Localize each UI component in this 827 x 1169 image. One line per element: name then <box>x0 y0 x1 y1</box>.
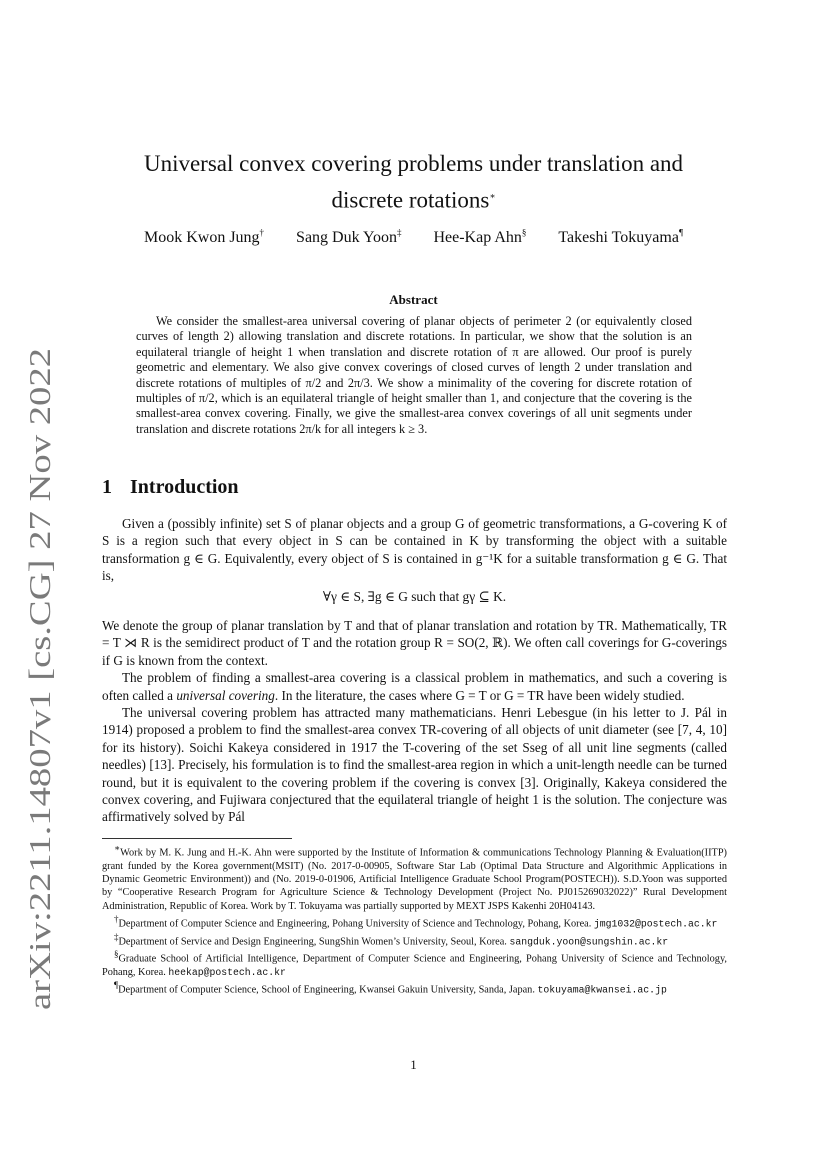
section-number: 1 <box>102 476 112 498</box>
footnote-email[interactable]: tokuyama@kwansei.ac.jp <box>537 984 667 996</box>
footnotes <box>102 842 727 997</box>
title-line-2: discrete rotations <box>331 187 490 213</box>
paragraph-text: Given a (possibly infinite) set S of planar objects and a group G of geometric transformations, a G-covering K of S is a region such that every object in S can be contained in K by transforming the object with a suitable transformation g ∈ G. Equivalently, every object of S is contained in g⁻¹K for a suitable transformation g ∈ G. That is, <box>102 516 727 584</box>
author <box>296 229 401 246</box>
display-equation: ∀γ ∈ S, ∃g ∈ G such that gγ ⊆ K. <box>322 589 507 604</box>
paragraph-2: We denote the group of planar translation by T and that of planar translation and rotation by TR. Mathematically, TR = T ⋊ R is the semidirect product of T and the rotation group R = SO(2, ℝ). We often call coverings for G-coverings if G is known from the context. <box>102 618 727 668</box>
author-name: Takeshi Tokuyama <box>558 229 679 247</box>
footnote-text: Work by M. K. Jung and H.-K. Ahn were supported by the Institute of Information & communications Technology Planning & Evaluation(IITP) grant funded by the Korea government(MSIT) (No. 2017-0-00905, Software Star Lab (Optimal Data Structure and Algorithmic Applications in Dynamic Geometric Environment)) and (No. 2019-0-01906, Artificial Intelligence Graduate School Program(POSTECH)). S.D.Yoon was supported by “Cooperative Research Program for Agriculture Science & Technology Development (Project No. PJ015269032022)” Rural Development Administration, Republic of Korea. Work by T. Tokuyama was partially supported by MEXT JSPS Kakenhi 20H04143. <box>102 847 727 912</box>
section-heading <box>102 476 239 499</box>
footnote-text: Department of Service and Design Engineering, SungShin Women’s University, Seoul, Korea. <box>118 936 507 948</box>
footnote-email[interactable]: sangduk.yoon@sungshin.ac.kr <box>509 936 669 948</box>
paragraph-3-text: The problem of finding a smallest-area covering is a classical problem in mathematics, and such a covering is often called a <box>102 670 727 703</box>
author <box>433 229 526 246</box>
paragraph-4: The universal covering problem has attracted many mathematicians. Henri Lebesgue (in his letter to J. Pál in 1914) proposed a problem to find the smallest-area convex TR-covering of all objects of unit diameter (see [7, 4, 10] for its history). Soichi Kakeya considered in 1917 the T-covering of the set Sseg of all unit line segments (called needles) [13]. Precisely, his formulation is to find the smallest-area region in which a unit-length needle can be turned round, but it is equivalent to the covering problem if the covering is convex [3]. Originally, Kakeya considered the convex covering, and Fujiwara conjectured that the equilateral triangle of height 1 is the solution. The conjecture was affirmatively solved by Pál <box>102 705 727 825</box>
paper-title <box>100 148 727 217</box>
abstract-heading: Abstract <box>389 292 438 307</box>
footnote-rule <box>102 838 292 839</box>
footnote <box>102 842 727 913</box>
footnote-mark: † <box>114 913 119 924</box>
page-number: 1 <box>410 1057 417 1072</box>
footnote-mark: § <box>114 949 119 960</box>
footnote-text: Department of Computer Science, School of Engineering, Kwansei Gakuin University, Sanda, Japan. <box>118 984 535 996</box>
footnote-email[interactable]: heekap@postech.ac.kr <box>168 967 286 979</box>
footnote <box>102 979 727 997</box>
footnote-mark: ¶ <box>114 980 119 991</box>
footnote-text: Graduate School of Artificial Intelligence, Department of Computer Science and Engineering, Pohang University of Science and Technology, Pohang, Korea. <box>102 953 727 979</box>
author-mark: § <box>521 228 527 238</box>
author-mark: ¶ <box>678 228 684 238</box>
paragraph-3-text-cont: . In the literature, the cases where G = T or G = TR have been widely studied. <box>274 687 685 703</box>
paragraph-1 <box>102 515 727 585</box>
author <box>558 229 683 246</box>
arxiv-sidebar-svg <box>0 0 62 1169</box>
title-line-1: Universal convex covering problems under translation and <box>143 151 684 176</box>
body-continued <box>102 617 727 826</box>
paragraph-3 <box>102 669 727 704</box>
section-title: Introduction <box>130 476 239 498</box>
footnote <box>102 948 727 979</box>
author-mark: † <box>259 228 265 238</box>
arxiv-sidebar <box>0 0 62 1169</box>
abstract-text: We consider the smallest-area universal covering of planar objects of perimeter 2 (or equivalently closed curves of length 2) allowing translation and discrete rotations. In particular, we show that the solution is an equilateral triangle of height 1 when translation and discrete rotation of π are allowed. Our proof is purely geometric and elementary. We also give convex coverings of closed curves of length 2 under translation and discrete rotations of multiples of π/2 and 2π/3. We show a minimality of the covering for discrete rotation of multiples of π/2, which is an equilateral triangle of height smaller than 1, and conjecture that the covering is the smallest-area convex covering. Finally, we give the smallest-area convex coverings of all unit segments under translation and discrete rotations 2π/k for all integers k ≥ 3. <box>136 314 692 436</box>
footnote-text: Department of Computer Science and Engineering, Pohang University of Science and Technology, Pohang, Korea. <box>118 918 592 930</box>
title-footnote-mark: ∗ <box>489 191 496 201</box>
author <box>144 229 264 246</box>
author-name: Mook Kwon Jung <box>143 229 260 247</box>
author-list <box>100 228 727 247</box>
emphasis-term: universal covering <box>176 687 275 703</box>
author-name: Hee-Kap Ahn <box>433 229 522 247</box>
footnote-email[interactable]: jmg1032@postech.ac.kr <box>593 918 718 930</box>
footnote <box>102 913 727 931</box>
footnote-mark: ‡ <box>114 931 119 942</box>
arxiv-identifier: arXiv:2211.14807v1 [cs.CG] 27 Nov 2022 <box>22 479 57 1010</box>
footnote <box>102 931 727 949</box>
author-name: Sang Duk Yoon <box>296 229 397 247</box>
footnote-mark: ∗ <box>114 843 121 853</box>
author-mark: ‡ <box>396 228 402 238</box>
